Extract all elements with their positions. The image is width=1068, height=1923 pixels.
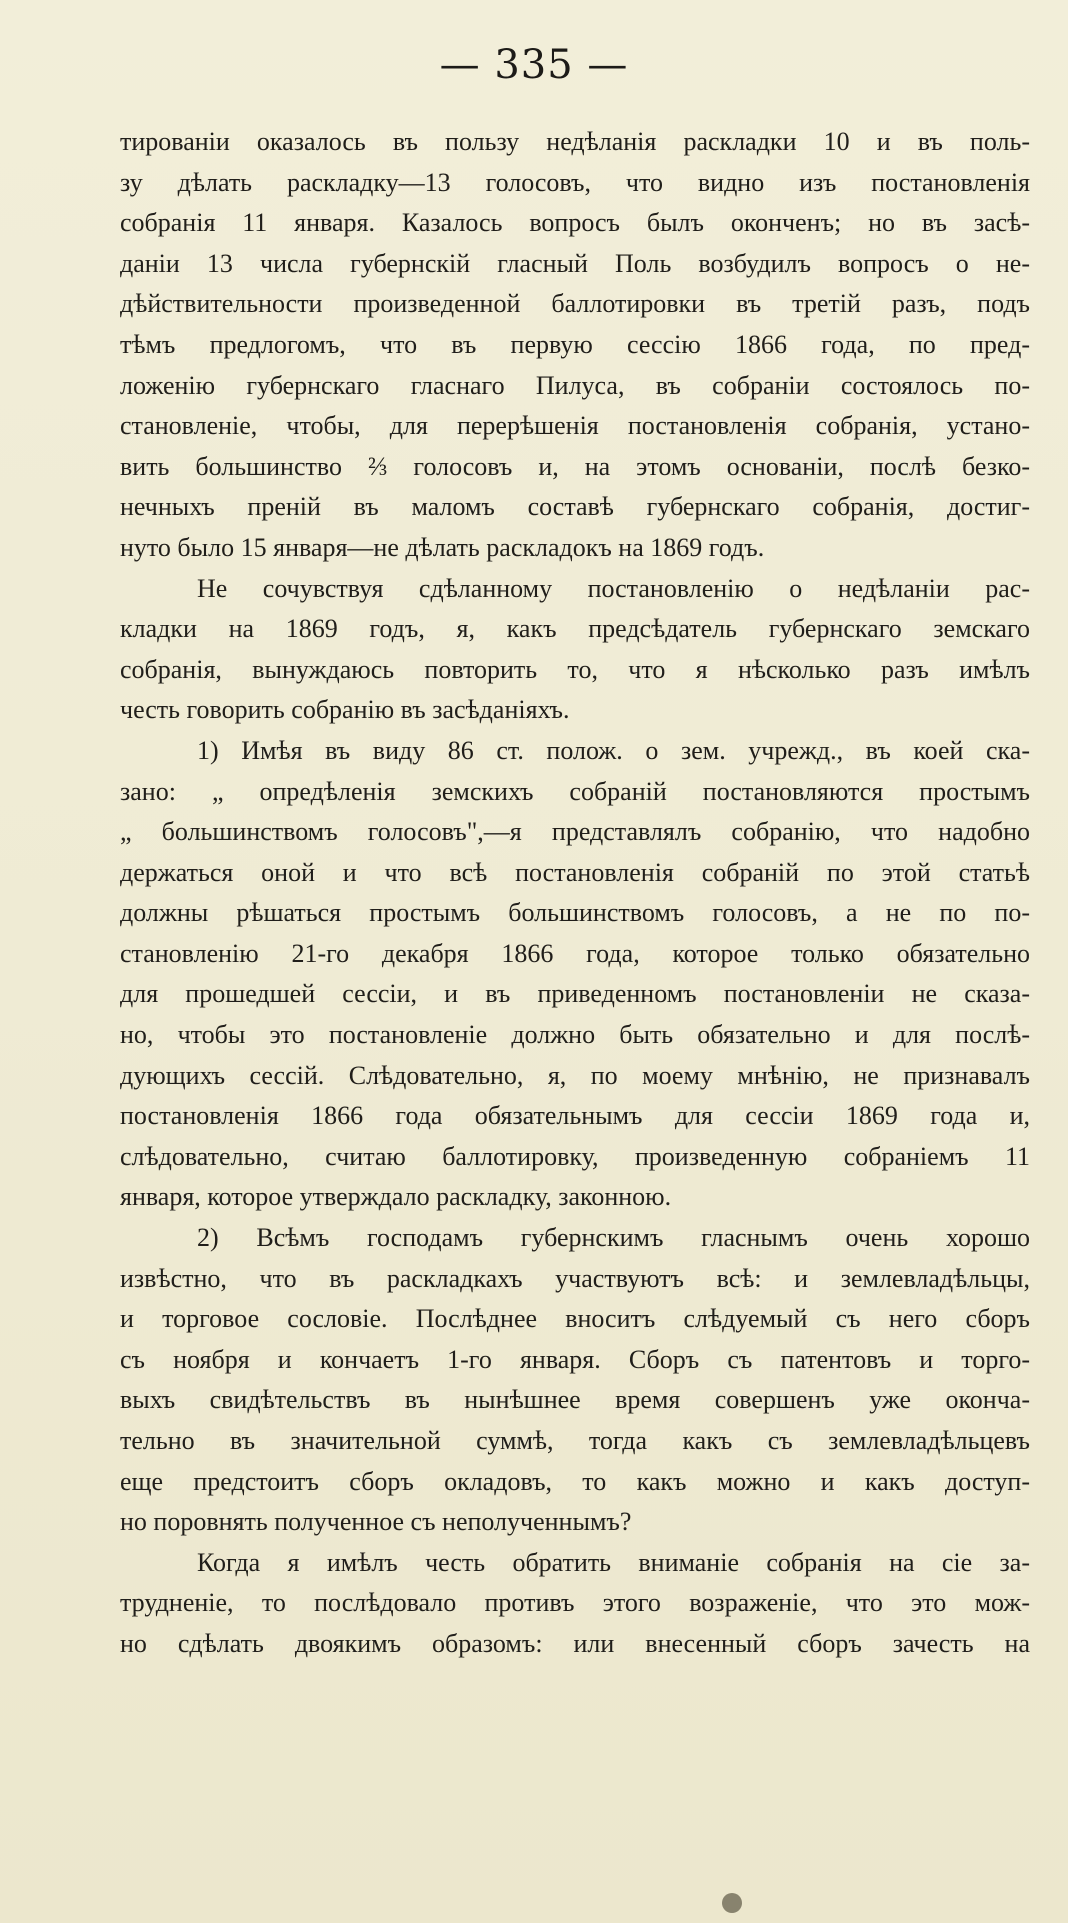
text-line: тельно въ значительной суммѣ, тогда какъ съ землевладѣльцевъ (120, 1426, 1030, 1455)
text-line: зано: „ опредѣленія земскихъ собраній постановляются простымъ (120, 776, 1030, 806)
text-line: 2) Всѣмъ господамъ губернскимъ гласнымъ очень хорошо (197, 1223, 1030, 1253)
text-line: трудненіе, то послѣдовало противъ этого возраженіе, что это мож- (120, 1588, 1030, 1618)
paragraph (120, 569, 1030, 731)
text-line: тѣмъ предлогомъ, что въ первую сессію 1866 года, по пред- (120, 329, 1030, 359)
text-line: собранія, вынуждаюсь повторить то, что я нѣсколько разъ имѣлъ (120, 654, 1030, 684)
text-line: становленію 21-го декабря 1866 года, которое только обязательно (120, 938, 1030, 968)
text-line: еще предстоитъ сборъ окладовъ, то какъ можно и какъ доступ- (120, 1466, 1030, 1496)
text-line: но, чтобы это постановленіе должно быть обязательно и для послѣ- (120, 1020, 1030, 1050)
text-line: съ ноября и кончаетъ 1-го января. Сборъ съ патентовъ и торго- (120, 1344, 1030, 1374)
text-line: слѣдовательно, считаю баллотировку, произведенную собраніемъ 11 (120, 1141, 1030, 1171)
text-line: нечныхъ преній въ маломъ составѣ губернскаго собранія, достиг- (120, 492, 1030, 522)
text-line: становленіе, чтобы, для перерѣшенія постановленія собранія, устано- (120, 411, 1030, 441)
text-line: вить большинство ⅔ голосовъ и, на этомъ основаніи, послѣ безко- (120, 451, 1030, 481)
text-line: Когда я имѣлъ честь обратить вниманіе собранія на сіе за- (197, 1547, 1030, 1577)
ink-blot (722, 1893, 742, 1913)
text-line: извѣстно, что въ раскладкахъ участвуютъ всѣ: и землевладѣльцы, (120, 1263, 1030, 1293)
text-line: ложенію губернскаго гласнаго Пилуса, въ собраніи состоялось по- (120, 370, 1030, 400)
text-line: зу дѣлать раскладку—13 голосовъ, что видно изъ постановленія (120, 167, 1030, 197)
text-line: тированіи оказалось въ пользу недѣланія раскладки 10 и въ поль- (120, 127, 1030, 156)
body-text (120, 122, 1030, 1665)
text-line: „ большинствомъ голосовъ",—я представлялъ собранію, что надобно (120, 817, 1030, 847)
text-line: выхъ свидѣтельствъ въ нынѣшнее время совершенъ уже оконча- (120, 1385, 1030, 1415)
paragraph (120, 1218, 1030, 1543)
text-line: и торговое сословіе. Послѣднее вноситъ слѣдуемый съ него сборъ (120, 1304, 1030, 1334)
page-number: — 335 — (439, 42, 629, 88)
text-line: для прошедшей сессіи, и въ приведенномъ постановленіи не сказа- (120, 979, 1030, 1009)
text-line: даніи 13 числа губернскій гласный Поль возбудилъ вопросъ о не- (120, 248, 1030, 278)
text-line: держаться оной и что всѣ постановленія собраній по этой статьѣ (120, 857, 1030, 887)
paragraph (120, 731, 1030, 1218)
text-line: должны рѣшаться простымъ большинствомъ голосовъ, а не по по- (120, 898, 1030, 928)
text-line: дующихъ сессій. Слѣдовательно, я, по моему мнѣнію, не признавалъ (120, 1060, 1030, 1090)
paragraph (120, 122, 1030, 569)
text-line: января, которое утверждало раскладку, законною. (120, 1182, 672, 1212)
text-line: нуто было 15 января—не дѣлать раскладокъ на 1869 годъ. (120, 532, 765, 562)
text-line: Не сочувствуя сдѣланному постановленію о недѣланіи рас- (197, 573, 1030, 603)
text-line: собранія 11 января. Казалось вопросъ былъ оконченъ; но въ засѣ- (120, 208, 1030, 238)
text-line: дѣйствительности произведенной баллотировки въ третій разъ, подъ (120, 289, 1030, 319)
text-line: но сдѣлать двоякимъ образомъ: или внесенный сборъ зачесть на (120, 1628, 1030, 1658)
text-line: честь говорить собранію въ засѣданіяхъ. (120, 695, 570, 725)
text-line: постановленія 1866 года обязательнымъ для сессіи 1869 года и, (120, 1101, 1030, 1131)
text-line: кладки на 1869 годъ, я, какъ предсѣдатель губернскаго земскаго (120, 614, 1030, 644)
text-line: 1) Имѣя въ виду 86 ст. полож. о зем. учрежд., въ коей ска- (197, 735, 1030, 765)
paragraph (120, 1543, 1030, 1665)
text-line: но поровнять полученное съ неполученнымъ? (120, 1507, 632, 1537)
